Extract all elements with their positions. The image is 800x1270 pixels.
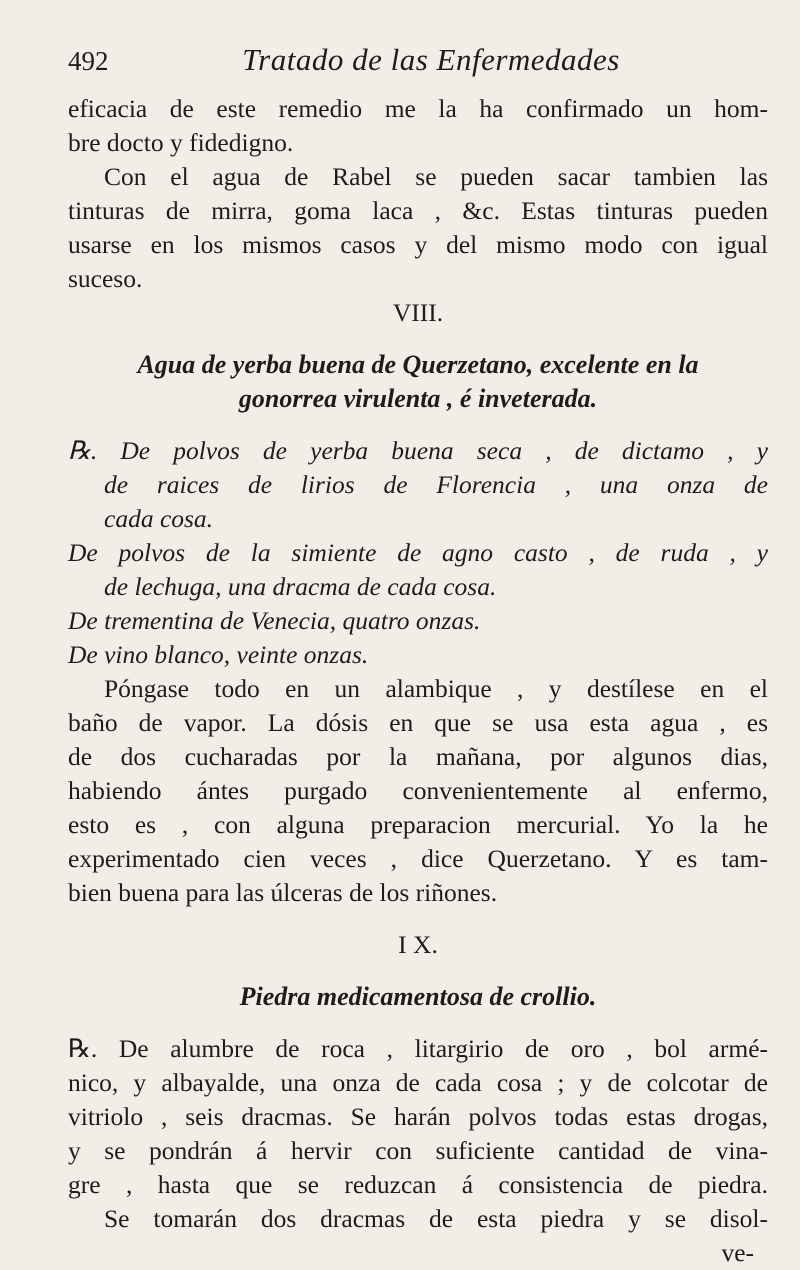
text-line: Póngase todo en un alambique , y destílese en el [104,674,768,703]
text-line: vitriolo , seis dracmas. Se harán polvos todas estas drogas, [68,1102,768,1131]
recipe-viii [68,434,768,672]
text-line: habiendo ántes purgado convenientemente al enfermo, [68,776,768,805]
text-line: Se tomarán dos dracmas de esta piedra y se disol- [104,1204,768,1233]
text-line: esto es , con alguna preparacion mercurial. Yo la he [68,810,768,839]
recipe-line: De polvos de la simiente de agno casto , de ruda , y [68,538,768,567]
text-line: suceso. [68,264,143,293]
main-text [68,92,768,1270]
text-line: experimentado cien veces , dice Querzetano. Y es tam- [68,844,768,873]
text-line: bien buena para las úlceras de los riñones. [68,878,498,907]
text-line: baño de vapor. La dósis en que se usa esta agua , es [68,708,768,737]
text-line: y se pondrán á hervir con suficiente cantidad de vina- [68,1136,768,1165]
paragraph-continuation [68,92,768,160]
text-line: Con el agua de Rabel se pueden sacar tambien las [104,162,768,191]
text-line: de dos cucharadas por la mañana, por algunos dias, [68,742,768,771]
paragraph-piedra [68,1032,768,1270]
title-line: Agua de yerba buena de Querzetano, excelente en la [137,350,699,379]
recipe-line: De vino blanco, veinte onzas. [68,640,369,669]
text-line: ℞. De alumbre de roca , litargirio de oro , bol armé- [68,1034,768,1063]
section-title-viii [68,348,768,416]
paragraph-instructions-viii [68,672,768,910]
recipe-line: de raices de lirios de Florencia , una onza de [104,470,768,499]
text-line: tinturas de mirra, goma laca , &c. Estas tinturas pueden [68,196,768,225]
recipe-line: cada cosa. [104,504,214,533]
text-line: nico, y albayalde, una onza de cada cosa ; y de colcotar de [68,1068,768,1097]
recipe-line: ℞. De polvos de yerba buena seca , de dictamo , y [68,436,768,465]
recipe-line: De trementina de Venecia, quatro onzas. [68,606,481,635]
text-line: bre docto y fidedigno. [68,128,294,157]
text-line: eficacia de este remedio me la ha confirmado un hom- [68,94,768,123]
section-title-ix: Piedra medicamentosa de crollio. [239,982,597,1011]
catchword: ve- [721,1238,754,1267]
text-line: gre , hasta que se reduzcan á consistencia de piedra. [68,1170,768,1199]
page-header [56,42,756,86]
recipe-line: de lechuga, una dracma de cada cosa. [104,572,497,601]
page-number: 492 [68,46,109,76]
section-number-viii: VIII. [392,298,444,327]
text-line: usarse en los mismos casos y del mismo modo con igual [68,230,768,259]
title-line: gonorrea virulenta , é inveterada. [238,384,598,413]
running-title: Tratado de las Enfermedades [242,42,620,77]
paragraph-tinturas [68,160,768,296]
section-number-ix: I X. [398,930,438,959]
